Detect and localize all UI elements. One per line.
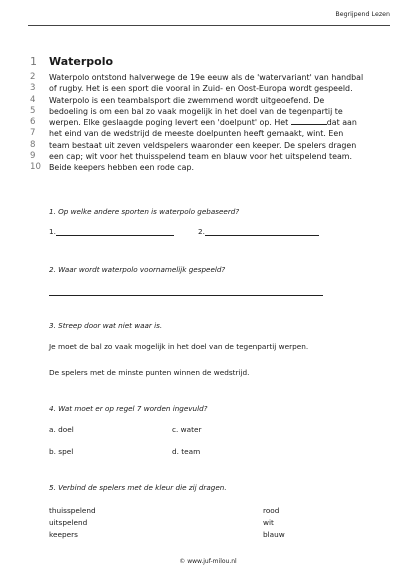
line-number: 8 [30, 139, 36, 150]
question-1: 1. Op welke andere sporten is waterpolo gebaseerd? [49, 207, 240, 216]
line-text: Waterpolo ontstond halverwege de 19e eeuw als de 'watervariant' van handbal [49, 73, 364, 82]
line-text-continued: dat aan [326, 118, 357, 128]
text-line [30, 151, 390, 162]
line-number: 9 [30, 151, 36, 162]
line-number: 1 [30, 55, 37, 68]
line-text: Waterpolo is een teambalsport die zwemmend wordt uitgeoefend. De [49, 95, 325, 105]
statement-2[interactable]: De spelers met de minste punten winnen de wedstrijd. [49, 368, 250, 377]
line-text: een cap; wit voor het thuisspelend team en blauw voor het uitspelend team. [49, 152, 352, 162]
header-divider [28, 25, 390, 26]
line-number: 10 [30, 162, 41, 173]
line-text: team bestaat uit zeven veldspelers waaronder een keeper. De spelers dragen [49, 140, 357, 150]
line-number: 5 [30, 105, 36, 116]
option-b[interactable]: b. spel [49, 447, 74, 456]
match-right-item[interactable]: rood [263, 506, 280, 515]
answer-line[interactable] [56, 227, 174, 236]
text-line [30, 72, 390, 83]
question-3: 3. Streep door wat niet waar is. [49, 321, 163, 330]
statement-1[interactable]: Je moet de bal zo vaak mogelijk in het doel van de tegenpartij werpen. [49, 342, 309, 351]
question-2: 2. Waar wordt waterpolo voornamelijk gespeeld? [49, 265, 226, 274]
match-left-item[interactable]: keepers [49, 530, 78, 539]
match-left-item[interactable]: uitspelend [49, 518, 88, 527]
text-line [30, 83, 390, 94]
question-4: 4. Wat moet er op regel 7 worden ingevuld? [49, 404, 208, 413]
line-text: bedoeling is om een bal zo vaak mogelijk in het doel van de tegenpartij te [49, 106, 343, 116]
answer-line[interactable] [49, 295, 323, 296]
fill-in-blank[interactable] [291, 117, 327, 125]
header-label: Begrijpend Lezen [335, 11, 390, 18]
title-line [30, 52, 390, 72]
reading-text [30, 52, 390, 174]
text-line [30, 140, 390, 151]
option-d[interactable]: d. team [172, 447, 201, 456]
text-line [30, 106, 390, 117]
question-5: 5. Verbind de spelers met de kleur die zij dragen. [49, 483, 227, 492]
page-title: Waterpolo [49, 55, 114, 68]
line-text: of rugby. Het is een sport die vooral in Zuid- en Oost-Europa wordt gespeeld. [49, 84, 353, 94]
footer-credit: © www.juf-milou.nl [179, 558, 237, 565]
answer-label: 1. [49, 227, 56, 236]
answer-label: 2. [197, 227, 205, 236]
answer-row-q1 [49, 227, 319, 236]
line-number: 3 [30, 83, 36, 94]
answer-line[interactable] [205, 227, 319, 236]
text-line [30, 128, 390, 139]
text-line [30, 95, 390, 106]
match-left-item[interactable]: thuisspelend [49, 506, 96, 515]
line-number: 6 [30, 117, 36, 128]
text-line [30, 117, 390, 128]
line-text: werpen. Elke geslaagde poging levert een 'doelpunt' op. Het [49, 118, 289, 128]
line-number: 2 [30, 72, 36, 82]
line-text: Beide keepers hebben een rode cap. [49, 163, 194, 173]
line-number: 7 [30, 128, 36, 139]
text-line [30, 162, 390, 173]
line-text-with-blank [49, 117, 390, 128]
match-right-item[interactable]: wit [263, 518, 274, 527]
option-a[interactable]: a. doel [49, 425, 74, 434]
line-text: het eind van de wedstrijd de meeste doelpunten heeft gemaakt, wint. Een [49, 129, 344, 139]
line-number: 4 [30, 94, 36, 105]
match-right-item[interactable]: blauw [263, 530, 285, 539]
option-c[interactable]: c. water [172, 425, 202, 434]
